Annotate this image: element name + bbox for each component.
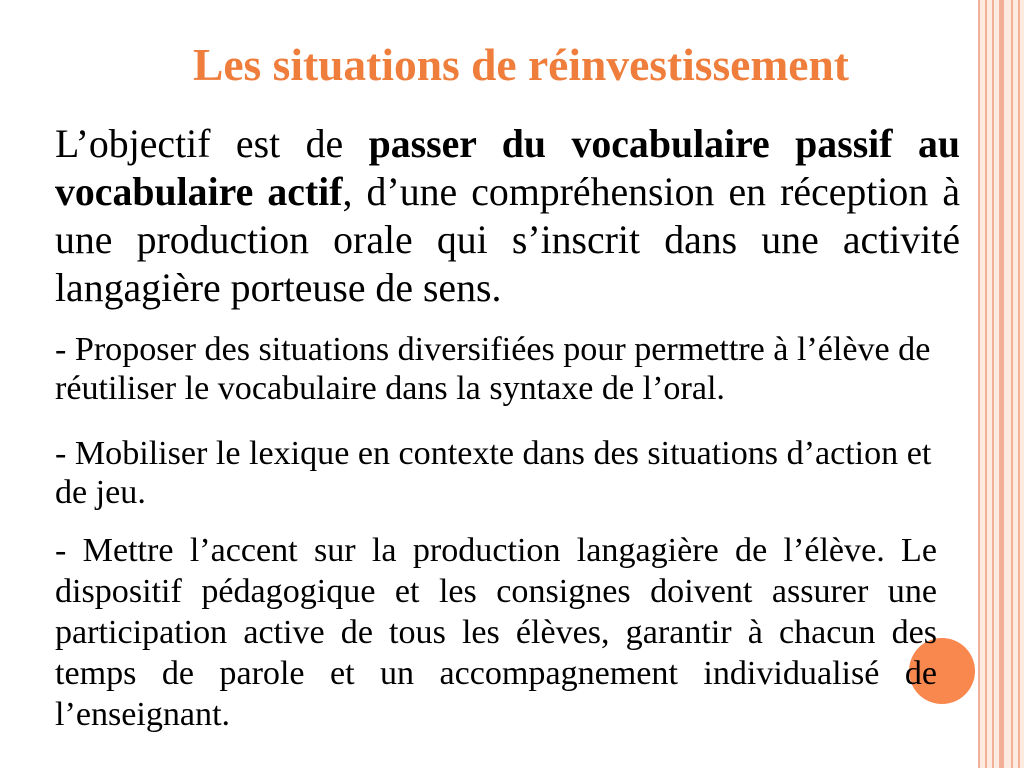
stripe: [985, 0, 987, 768]
intro-emphasis: passer du vocabulaire passif au vocabulaire actif: [55, 122, 960, 214]
bullet-item-3: - Mettre l’accent sur la production langagière de l’élève. Le dispositif pédagogique et les consignes doivent assurer une participation active de tous les élèves, garantir à chacun des temps de parole et un accompagnement individualisé de l’enseignant.: [55, 532, 937, 733]
stripe: [999, 0, 1004, 768]
slide-title: Les situations de réinvestissement: [193, 39, 849, 90]
intro-text-end: , d’une compréhension en réception à une production orale qui s’inscrit dans une activité langagière porteuse de sens.: [55, 170, 960, 310]
decorative-stripes: [978, 0, 1024, 768]
stripe: [1011, 0, 1013, 768]
intro-text: L’objectif est de: [55, 122, 369, 166]
stripe: [978, 0, 980, 768]
stripe: [992, 0, 994, 768]
intro-paragraph: [55, 120, 960, 312]
bullet-item-1: - Proposer des situations diversifiées pour permettre à l’élève de réutiliser le vocabulaire dans la syntaxe de l’oral.: [55, 331, 931, 407]
stripe: [1018, 0, 1020, 768]
bullet-item-2: - Mobiliser le lexique en contexte dans des situations d’action et de jeu.: [55, 435, 932, 511]
